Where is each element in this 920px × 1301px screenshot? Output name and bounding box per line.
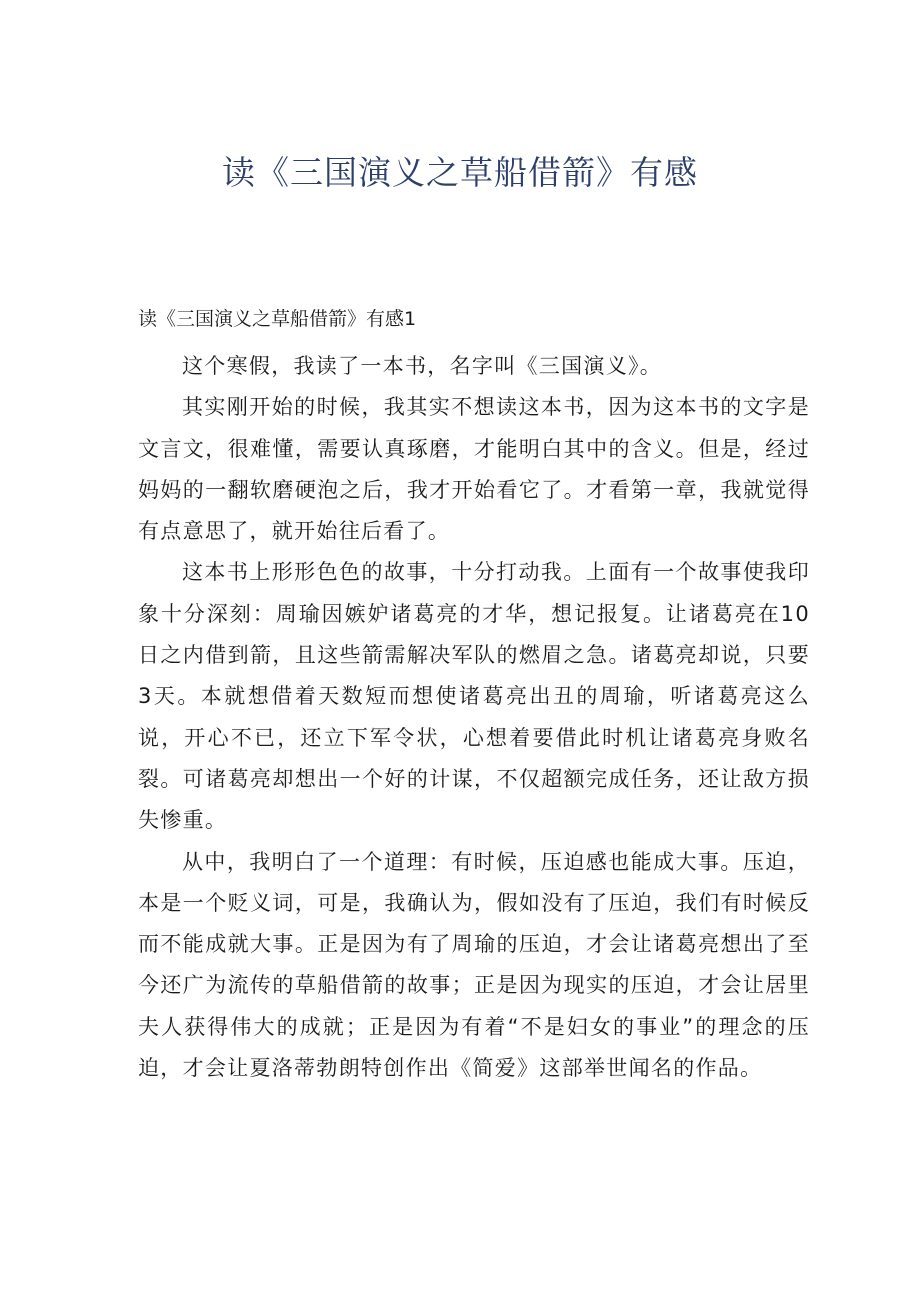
paragraph-3: 这本书上形形色色的故事，十分打动我。上面有一个故事使我印象十分深刻：周瑜因嫉妒诸葛亮的才华，想记报复。让诸葛亮在10日之内借到箭，且这些箭需解决军队的燃眉之急。诸葛亮却说，只要3天。本就想借着天数短而想使诸葛亮出丑的周瑜，听诸葛亮这么说，开心不已，还立下军令状，心想着要借此时机让诸葛亮身败名裂。可诸葛亮却想出一个好的计谋，不仅超额完成任务，还让敌方损失惨重。 xyxy=(138,560,810,833)
document-title: 读《三国演义之草船借箭》有感 xyxy=(222,153,698,192)
paragraph-4: 从中，我明白了一个道理：有时候，压迫感也能成大事。压迫，本是一个贬义词，可是，我确认为，假如没有了压迫，我们有时候反而不能成就大事。正是因为有了周瑜的压迫，才会让诸葛亮想出了至今还广为流传的草船借箭的故事；正是因为现实的压迫，才会让居里夫人获得伟大的成就；正是因为有着“不是妇女的事业”的理念的压迫，才会让夏洛蒂勃朗特创作出《简爱》这部举世闻名的作品。 xyxy=(138,849,810,1081)
section-heading: 读《三国演义之草船借箭》有感1 xyxy=(138,308,417,330)
document-body xyxy=(138,346,810,1089)
paragraph-2: 其实刚开始的时候，我其实不想读这本书，因为这本书的文字是文言文，很难懂，需要认真琢磨，才能明白其中的含义。但是，经过妈妈的一翻软磨硬泡之后，我才开始看它了。才看第一章，我就觉得有点意思了，就开始往后看了。 xyxy=(138,395,810,544)
paragraph-1: 这个寒假，我读了一本书，名字叫《三国演义》。 xyxy=(182,354,663,378)
